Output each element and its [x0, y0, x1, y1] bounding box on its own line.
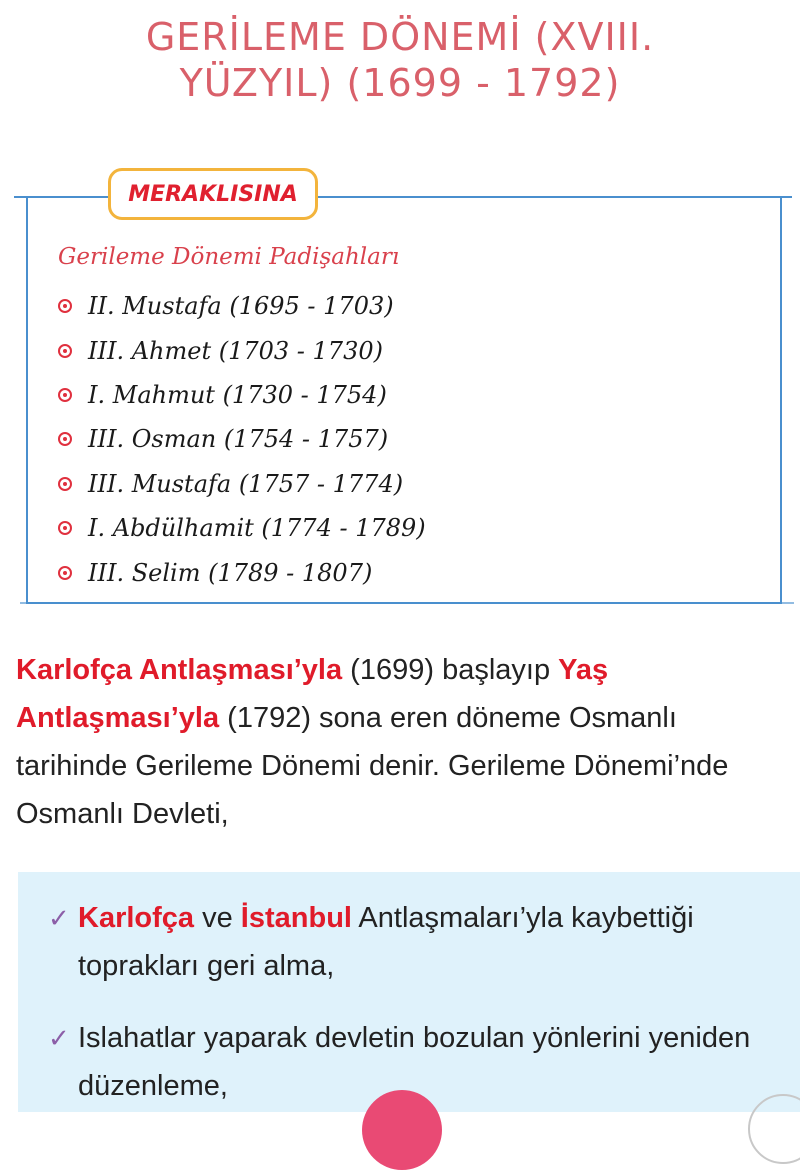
- list-item: [58, 506, 426, 550]
- list-item: [58, 417, 426, 461]
- highlight-yas: Yaş Antlaşması’yla: [16, 654, 609, 734]
- bullet-icon: [58, 388, 72, 402]
- goal-item-1-rest: Antlaşmaları’yla kaybettiği toprakları geri alma,: [78, 902, 694, 982]
- paragraph-text-2: (1792) sona eren döneme Osmanlı tarihinde Gerileme Dönemi denir. Gerileme Dönemi’nde Osmanlı Devleti,: [16, 702, 729, 830]
- bullet-icon: [58, 521, 72, 535]
- list-item: [58, 284, 426, 328]
- list-item: [58, 550, 426, 594]
- bullet-icon: [58, 477, 72, 491]
- bullet-icon: [58, 299, 72, 313]
- goals-panel: [18, 872, 800, 1112]
- highlight-istanbul: İstanbul: [240, 902, 352, 934]
- ruler-text: III. Mustafa (1757 - 1774): [88, 469, 404, 498]
- highlight-karlofca: Karlofça Antlaşması’yla: [16, 654, 343, 686]
- goal-item-2-text: Islahatlar yaparak devletin bozulan yönlerini yeniden düzenleme,: [78, 1022, 751, 1102]
- bullet-icon: [58, 432, 72, 446]
- rulers-heading: Gerileme Dönemi Padişahları: [58, 244, 400, 270]
- title-line-2: YÜZYIL) (1699 - 1792): [179, 61, 621, 105]
- ruler-text: III. Osman (1754 - 1757): [88, 425, 389, 454]
- goal-item-1-mid: ve: [194, 902, 241, 934]
- pink-circle-button[interactable]: [362, 1090, 442, 1170]
- goal-item-2: [48, 1014, 778, 1110]
- ruler-text: III. Selim (1789 - 1807): [88, 558, 373, 587]
- list-item: [58, 462, 426, 506]
- title-line-1: GERİLEME DÖNEMİ (XVIII.: [145, 15, 655, 59]
- list-item: [58, 328, 426, 372]
- ruler-text: I. Abdülhamit (1774 - 1789): [88, 514, 426, 543]
- list-item: [58, 373, 426, 417]
- meraklisina-tag: [108, 168, 318, 220]
- check-icon: ✓: [48, 1023, 70, 1053]
- highlight-karlofca-2: Karlofça: [78, 902, 195, 934]
- page-title: [0, 14, 800, 106]
- paragraph-text-1: (1699) başlayıp: [342, 654, 559, 686]
- box-bottom-border: [20, 602, 794, 604]
- goal-item-1: [48, 894, 778, 990]
- bullet-icon: [58, 566, 72, 580]
- intro-paragraph: [16, 646, 786, 838]
- ruler-text: II. Mustafa (1695 - 1703): [88, 292, 394, 321]
- ruler-text: III. Ahmet (1703 - 1730): [88, 336, 383, 365]
- meraklisina-tag-label: MERAKLISINA: [128, 181, 298, 207]
- check-icon: ✓: [48, 903, 70, 933]
- ruler-text: I. Mahmut (1730 - 1754): [88, 380, 387, 409]
- bullet-icon: [58, 344, 72, 358]
- rulers-list: [58, 284, 426, 595]
